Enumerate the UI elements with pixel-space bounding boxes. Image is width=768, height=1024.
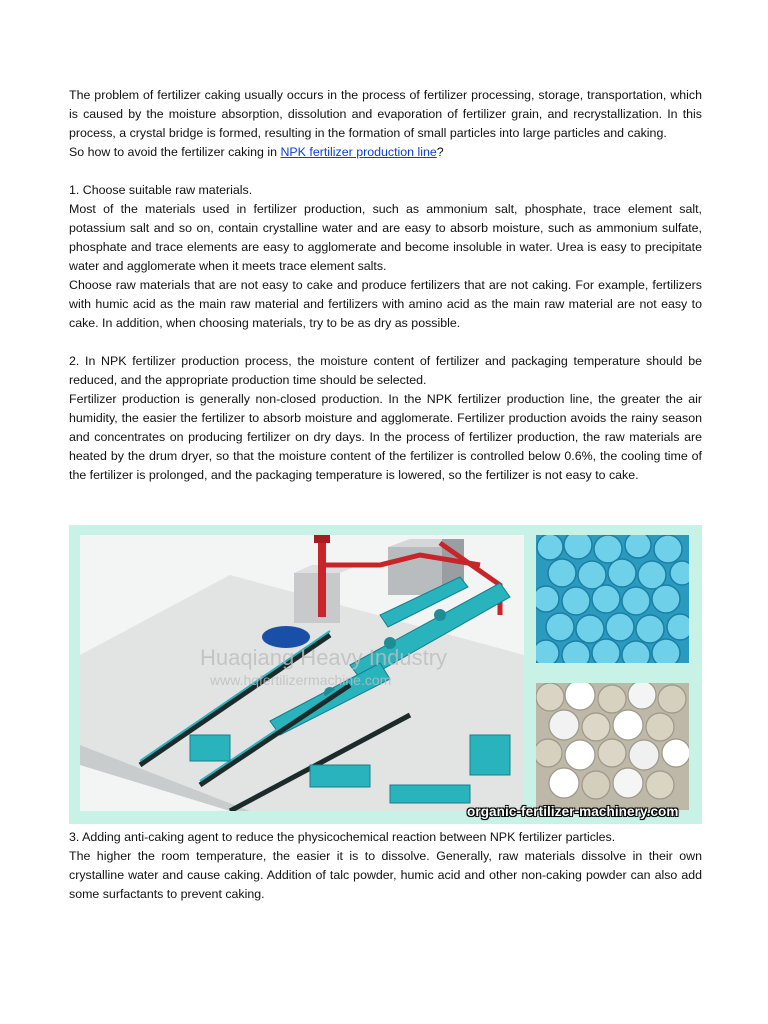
blue-granules-photo [536,535,689,663]
article-body [69,86,702,485]
question-suffix: ? [436,145,444,159]
section-2-heading: 2. In NPK fertilizer production process, the moisture content of fertilizer and packaging temperature should be reduced, and the appropriate production time should be selected. [69,354,702,387]
figure-watermark: organic-fertilizer-machinery.com [467,804,679,819]
intro-paragraph: The problem of fertilizer caking usually occurs in the process of fertilizer processing, storage, transportation, which is caused by the moisture absorption, dissolution and evaporation of fertilizer grain, and recrystallization. In this process, a crystal bridge is formed, resulting in the formation of small particles into large particles and caking. [69,88,702,140]
white-granules-photo [536,683,689,810]
question-prefix: So how to avoid the fertilizer caking in [69,145,281,159]
section-3-paragraph: The higher the room temperature, the easier it is to dissolve. Generally, raw materials dissolve in their own crystalline water and cause caking. Addition of talc powder, humic acid and other non-caking powder can also add some surfactants to prevent caking. [69,849,702,901]
plant-watermark-url: www.hqfertilizermachine.com [210,672,392,688]
section-1-heading: 1. Choose suitable raw materials. [69,183,253,197]
section-1-paragraph-1: Most of the materials used in fertilizer production, such as ammonium salt, phosphate, trace element salt, potassium salt and so on, contain crystalline water and are easy to absorb moisture, such as ammonium sulfate, phosphate and trace elements are easy to agglomerate and become insoluble in water. Urea is easy to precipitate water and agglomerate when it meets trace element salts. [69,202,702,273]
npk-production-line-illustration [80,535,524,811]
production-line-figure [69,525,702,824]
npk-production-line-link[interactable]: NPK fertilizer production line [280,145,437,159]
article-body-continued [69,828,702,904]
section-1-paragraph-2: Choose raw materials that are not easy to cake and produce fertilizers that are not caking. For example, fertilizers with humic acid as the main raw material and fertilizers with amino acid as the main raw material are not easy to cake. In addition, when choosing materials, try to be as dry as possible. [69,278,702,330]
plant-watermark-title: Huaqiang Heavy Industry [200,645,448,670]
section-3-heading: 3. Adding anti-caking agent to reduce the physicochemical reaction between NPK fertilizer particles. [69,830,616,844]
intro-question [69,143,702,162]
section-2-paragraph: Fertilizer production is generally non-closed production. In the NPK fertilizer production line, the greater the air humidity, the easier the fertilizer to absorb moisture and agglomerate. Fertilizer production avoids the rainy season and concentrates on producing fertilizer on dry days. In the process of fertilizer production, the raw materials are heated by the drum dryer, so that the moisture content of the fertilizer is controlled below 0.6%, the cooling time of the fertilizer is prolonged, and the packaging temperature is lowered, so the fertilizer is not easy to cake. [69,392,702,482]
